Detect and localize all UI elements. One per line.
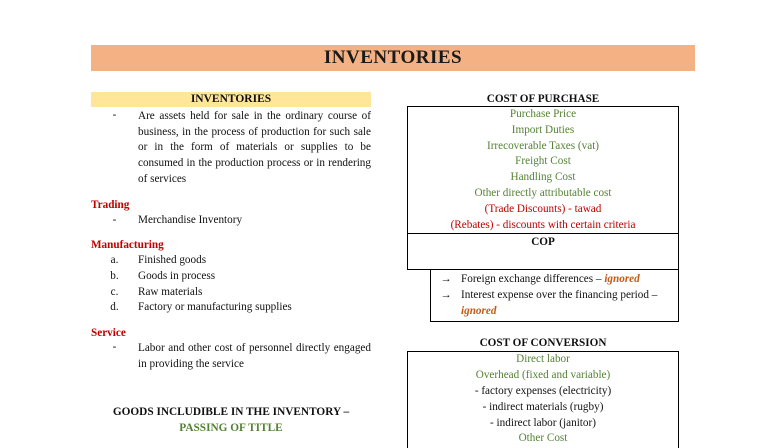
list-item xyxy=(91,213,371,229)
list-marker: - xyxy=(112,213,117,226)
purchase-deduction: (Rebates) - discounts with certain criteria xyxy=(450,218,636,231)
page-title: INVENTORIES xyxy=(91,45,695,71)
conversion-item: Other Cost xyxy=(518,432,568,445)
trading-label: Trading xyxy=(91,198,130,211)
list-item xyxy=(91,285,371,301)
conversion-subitem: - indirect labor (janitor) xyxy=(490,416,596,429)
cop-total-label: COP xyxy=(407,234,679,270)
arrow-icon: → xyxy=(440,273,452,286)
note-flag: ignored xyxy=(461,304,497,317)
purchase-item: Import Duties xyxy=(511,123,575,136)
conversion-subitem: - indirect materials (rugby) xyxy=(482,400,604,413)
list-marker: a. xyxy=(110,254,119,267)
goods-includible-heading xyxy=(91,404,371,436)
purchase-item: Handling Cost xyxy=(510,171,576,184)
goods-includible-prefix: GOODS INCLUDIBLE IN THE INVENTORY – xyxy=(112,406,350,418)
list-item xyxy=(91,269,371,285)
note-label: Interest expense over the financing period – xyxy=(461,289,658,302)
cost-of-purchase-heading: COST OF PURCHASE xyxy=(486,93,600,105)
list-item-text: Merchandise Inventory xyxy=(138,213,243,226)
purchase-deduction: (Trade Discounts) - tawad xyxy=(484,202,602,215)
list-item-text: Finished goods xyxy=(138,254,207,267)
purchase-item: Irrecoverable Taxes (vat) xyxy=(486,139,600,152)
list-item-text: Raw materials xyxy=(138,285,203,298)
left-column xyxy=(91,92,371,372)
service-label: Service xyxy=(91,326,126,339)
definition-row xyxy=(91,109,371,188)
manufacturing-label: Manufacturing xyxy=(91,239,164,252)
list-item-text: Factory or manufacturing supplies xyxy=(138,301,292,314)
note-row xyxy=(431,272,678,288)
note-text xyxy=(461,288,657,319)
cost-of-conversion-box xyxy=(407,351,679,448)
note-row xyxy=(431,288,678,319)
definition-dash: - xyxy=(112,109,117,121)
definition-text: Are assets held for sale in the ordinary course of business, in the process of production for such sale or in the form of materials or supplies to be consumed in the production process or in rendering of services xyxy=(138,110,371,185)
list-marker: d. xyxy=(110,301,119,314)
note-text xyxy=(461,272,640,288)
goods-includible-suffix: PASSING OF TITLE xyxy=(179,422,283,434)
purchase-item: Purchase Price xyxy=(509,108,577,120)
cost-of-purchase-box xyxy=(407,106,679,234)
list-marker: - xyxy=(112,340,117,353)
list-item xyxy=(91,341,371,372)
conversion-subitem: - factory expenses (electricity) xyxy=(474,385,612,398)
list-item xyxy=(91,253,371,269)
note-flag: ignored xyxy=(604,273,640,286)
list-item-text: Goods in process xyxy=(138,269,216,282)
purchase-item: Other directly attributable cost xyxy=(474,186,612,199)
inventories-heading: INVENTORIES xyxy=(91,92,371,107)
list-item xyxy=(91,300,371,316)
purchase-item: Freight Cost xyxy=(515,155,571,168)
arrow-icon: → xyxy=(440,289,452,302)
note-label: Foreign exchange differences – xyxy=(461,273,602,286)
list-marker: c. xyxy=(110,285,119,298)
cop-notes-box xyxy=(430,270,679,322)
cost-of-conversion-heading: COST OF CONVERSION xyxy=(479,337,607,350)
list-marker: b. xyxy=(110,269,119,282)
conversion-item: Direct labor xyxy=(516,353,570,366)
conversion-item: Overhead (fixed and variable) xyxy=(475,369,611,382)
list-item-text: Labor and other cost of personnel directly engaged in providing the service xyxy=(138,341,371,370)
right-column xyxy=(407,92,679,448)
